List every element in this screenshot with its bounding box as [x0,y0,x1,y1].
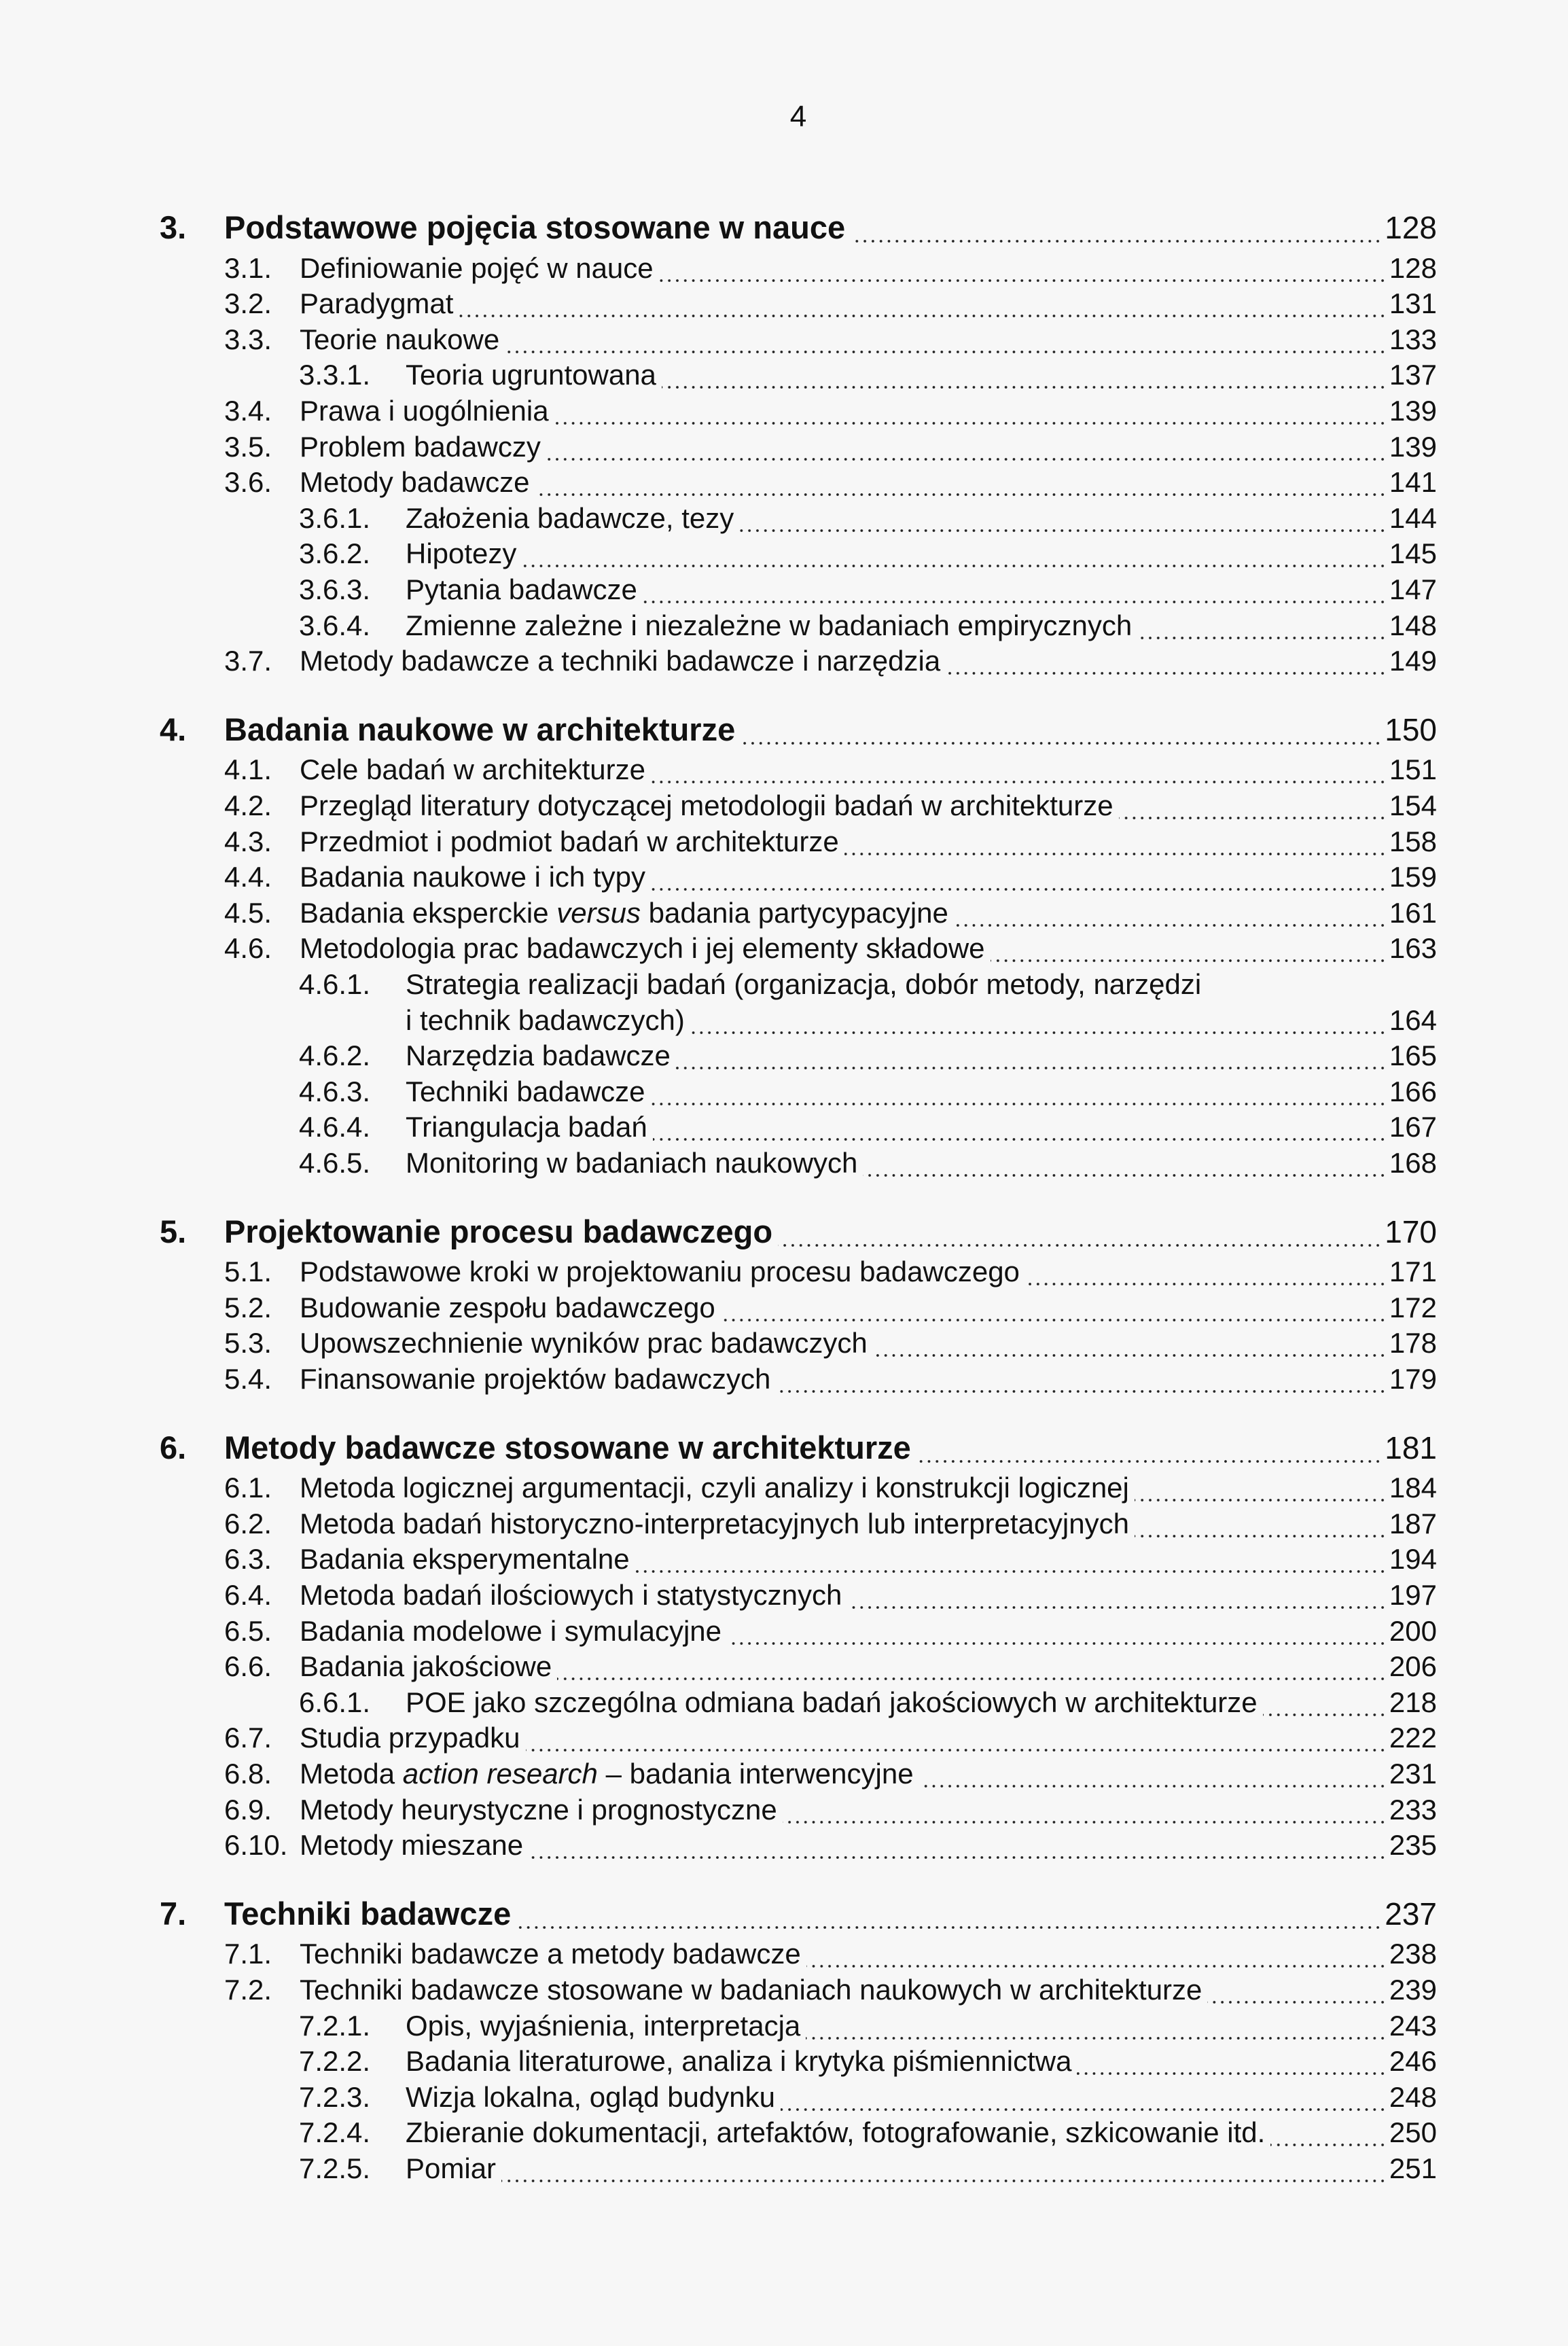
entry-title-text: Metody badawcze [300,466,530,499]
toc-entry[interactable] [0,1461,1568,1502]
entry-number: 6.10. [224,1829,288,1862]
entry-number: 4.3. [224,825,272,857]
entry-page-number: 251 [1389,2152,1437,2184]
entry-title-text: Badania literaturowe, analiza i krytyka piśmiennictwa [406,2045,1072,2078]
toc-entry[interactable] [0,385,1568,425]
entry-number: 6. [160,1429,187,1465]
entry-title-text: Studia przypadku [300,1722,520,1754]
entry-title-text: POE jako szczególna odmiana badań jakościowych w architekturze [406,1686,1258,1718]
toc-entry[interactable] [0,421,1568,461]
entry-page-number: 139 [1389,395,1437,427]
entry-page-number: 237 [1385,1896,1437,1932]
entry-page-number: 150 [1385,711,1437,747]
entry-page-number: 133 [1389,323,1437,355]
entry-page-number: 168 [1389,1147,1437,1179]
entry-number: 4.1. [224,753,272,786]
dot-leader [529,1855,1387,1860]
entry-number: 6.5. [224,1614,272,1647]
entry-number: 4.6.5. [299,1147,371,1179]
entry-number: 5.3. [224,1327,272,1359]
entry-page-number: 239 [1389,1974,1437,2006]
entry-title-text: Podstawowe pojęcia stosowane w nauce [224,209,846,245]
entry-page-number: 206 [1389,1650,1437,1683]
toc-entry[interactable] [0,1281,1568,1322]
entry-page-number: 197 [1389,1579,1437,1611]
entry-number: 7.2.2. [299,2045,371,2078]
entry-title-text: Podstawowe kroki w projektowaniu procesu badawczego [300,1256,1020,1288]
entry-title-text: Budowanie zespołu badawczego [300,1291,715,1323]
entry-number: 4.4. [224,861,272,893]
toc-entry[interactable] [0,1927,1568,1968]
entry-title [406,2154,496,2183]
toc-entry[interactable] [0,277,1568,318]
entry-number: 4.6.1. [299,968,371,1000]
toc-entry[interactable] [0,887,1568,927]
entry-number: 3.1. [224,251,272,284]
entry-number: 7.2.3. [299,2080,371,2113]
entry-page-number: 164 [1389,1003,1437,1036]
entry-title-text: Pomiar [406,2152,497,2184]
entry-number: 6.1. [224,1472,272,1504]
toc-entry[interactable] [0,1533,1568,1574]
entry-title-rest: – badania interwencyjne [605,1758,914,1790]
entry-title-text: Monitoring w badaniach naukowych [406,1147,858,1179]
entry-number: 7.2.4. [299,2116,371,2149]
entry-title-text: Prawa i uogólnienia [300,395,549,427]
toc-entry[interactable] [0,1029,1568,1070]
entry-title-text: Definiowanie pojęć w nauce [300,251,654,284]
entry-page-number: 222 [1389,1722,1437,1754]
toc-entry[interactable] [0,1747,1568,1788]
toc-entry[interactable] [0,2071,1568,2112]
entry-title [224,211,845,243]
toc-entry[interactable] [0,851,1568,891]
toc-chapter[interactable] [0,1889,1568,1930]
entry-title-text: Metody badawcze a techniki badawcze i narzędzia [300,645,941,677]
entry-number: 4.2. [224,789,272,821]
entry-number: 6.3. [224,1543,272,1576]
toc-entry[interactable] [0,815,1568,856]
toc-entry[interactable] [0,1783,1568,1824]
toc-entry[interactable] [0,2142,1568,2183]
entry-title-italic: versus [556,896,641,929]
entry-number: 3.3. [224,323,272,355]
toc-entry[interactable] [0,2035,1568,2076]
toc-entry[interactable] [0,635,1568,675]
entry-title-text: Pytania badawcze [406,573,637,605]
entry-page-number: 184 [1389,1472,1437,1504]
entry-page-number: 171 [1389,1256,1437,1288]
entry-page-number: 243 [1389,2009,1437,2042]
entry-title-text: Badania modelowe i symulacyjne [300,1614,721,1647]
entry-title-text: Zmienne zależne i niezależne w badaniach empirycznych [406,609,1133,641]
page-number: 4 [789,100,807,133]
entry-title-text: Założenia badawcze, tezy [406,501,734,534]
entry-page-number: 145 [1389,537,1437,570]
entry-number: 4. [160,711,187,747]
entry-title-text: Techniki badawcze a metody badawcze [300,1938,801,1970]
toc-entry[interactable] [0,958,1568,999]
entry-page-number: 128 [1385,210,1437,245]
entry-page-number: 179 [1389,1363,1437,1395]
entry-page-number: 194 [1389,1543,1437,1576]
toc-entry[interactable] [0,1711,1568,1752]
toc-entry[interactable] [0,1137,1568,1177]
entry-number: 3.6.3. [299,573,371,605]
entry-title-text: i technik badawczych) [406,1003,685,1036]
entry-title-text: Wizja lokalna, ogląd budynku [406,2080,775,2113]
entry-title-text: Metoda logicznej argumentacji, czyli analizy i konstrukcji logicznej [300,1472,1129,1504]
entry-page-number: 149 [1389,645,1437,677]
toc-chapter[interactable] [0,202,1568,243]
entry-title [224,1215,772,1247]
entry-title-text: Paradygmat [300,287,454,320]
toc-entry[interactable] [0,743,1568,784]
entry-number: 3.5. [224,430,272,463]
entry-title [300,647,940,675]
entry-page-number: 165 [1389,1039,1437,1072]
dot-leader [776,1389,1387,1393]
toc-entry[interactable] [0,492,1568,533]
entry-number: 6.4. [224,1579,272,1611]
entry-title-text: Projektowanie procesu badawczego [224,1213,773,1249]
entry-title-text: Metodologia prac badawczych i jej elementy składowe [300,932,985,965]
toc-entry[interactable] [0,779,1568,820]
toc-entry[interactable] [0,1353,1568,1393]
entry-number: 3.6. [224,466,272,499]
entry-page-number: 131 [1389,287,1437,320]
entry-title-text: Zbieranie dokumentacji, artefaktów, fotografowanie, szkicowanie itd. [406,2116,1266,2149]
dot-leader [501,2179,1387,2183]
entry-title [300,1831,523,1860]
entry-page-number: 178 [1389,1327,1437,1359]
entry-title-text: Techniki badawcze [224,1895,512,1932]
entry-number: 7.2.1. [299,2009,371,2042]
toc-chapter[interactable] [0,1423,1568,1463]
toc-entry[interactable] [0,1065,1568,1106]
entry-number: 7.2.5. [299,2152,371,2184]
toc-entry[interactable] [0,1605,1568,1646]
entry-number: 4.6.3. [299,1075,371,1107]
entry-title-rest: badania partycypacyjne [648,896,948,929]
entry-number: 3.7. [224,645,272,677]
entry-page-number: 163 [1389,932,1437,965]
toc-entry[interactable] [0,994,1568,1035]
entry-number: 5.1. [224,1256,272,1288]
toc-chapter[interactable] [0,705,1568,745]
entry-title [224,1895,512,1932]
entry-number: 4.6. [224,932,272,965]
entry-page-number: 231 [1389,1758,1437,1790]
entry-number: 7. [160,1895,187,1932]
entry-title-text: Techniki badawcze [406,1075,645,1107]
entry-page-number: 141 [1389,466,1437,499]
entry-page-number: 248 [1389,2080,1437,2113]
entry-title-text: Metody badawcze stosowane w architekturze [224,1429,911,1465]
toc-entry[interactable] [0,456,1568,497]
entry-number: 4.5. [224,896,272,929]
entry-title-text: Hipotezy [406,537,517,570]
entry-page-number: 246 [1389,2045,1437,2078]
toc-chapter[interactable] [0,1207,1568,1247]
entry-page-number: 250 [1389,2116,1437,2149]
dot-leader [946,671,1387,675]
entry-page-number: 139 [1389,430,1437,463]
entry-title [224,713,735,745]
entry-number: 6.6. [224,1650,272,1683]
entry-page-number: 161 [1389,896,1437,929]
entry-number: 3.2. [224,287,272,320]
entry-title-text: Metody heurystyczne i prognostyczne [300,1793,777,1826]
entry-number: 4.6.4. [299,1111,371,1143]
entry-title-text: Badania eksperckie [300,896,549,929]
entry-number: 3.6.2. [299,537,371,570]
entry-title-text: Finansowanie projektów badawczych [300,1363,771,1395]
entry-page-number: 167 [1389,1111,1437,1143]
entry-page-number: 154 [1389,789,1437,821]
entry-page-number: 218 [1389,1686,1437,1718]
entry-title [406,1149,857,1177]
entry-page-number: 148 [1389,609,1437,641]
entry-page-number: 128 [1389,251,1437,284]
entry-page-number: 238 [1389,1938,1437,1970]
entry-title-text: Triangulacja badań [406,1111,647,1143]
toc-entry[interactable] [0,2106,1568,2147]
entry-page-number: 170 [1385,1213,1437,1249]
entry-number: 3.6.4. [299,609,371,641]
entry-page-number: 166 [1389,1075,1437,1107]
toc-entry[interactable] [0,1640,1568,1681]
entry-page-number: 235 [1389,1829,1437,1862]
entry-title-text: Narzędzia badawcze [406,1039,671,1072]
toc-entry[interactable] [0,922,1568,963]
entry-title-text: Techniki badawcze stosowane w badaniach naukowych w architekturze [300,1974,1202,2006]
entry-number: 5.2. [224,1291,272,1323]
entry-page-number: 137 [1389,359,1437,391]
entry-title [300,1365,770,1393]
dot-leader [863,1173,1387,1177]
entry-number: 5.4. [224,1363,272,1395]
entry-page-number: 172 [1389,1291,1437,1323]
toc-entry[interactable] [0,349,1568,389]
entry-title-text: Cele badań w architekturze [300,753,645,786]
toc-entry[interactable] [0,599,1568,640]
entry-title-text: Metoda badań historyczno-interpretacyjnych lub interpretacyjnych [300,1507,1129,1540]
toc-entry[interactable] [0,1317,1568,1357]
entry-title-text: Badania eksperymentalne [300,1543,630,1576]
entry-number: 3.6.1. [299,501,371,534]
toc-entry[interactable] [0,1497,1568,1538]
entry-page-number: 233 [1389,1793,1437,1826]
entry-page-number: 158 [1389,825,1437,857]
entry-title-text: Przegląd literatury dotyczącej metodologii badań w architekturze [300,789,1113,821]
entry-title-text: Metoda badań ilościowych i statystycznych [300,1579,842,1611]
toc-entry[interactable] [0,313,1568,354]
entry-title-text: Strategia realizacji badań (organizacja, dobór metody, narzędzi [406,968,1202,1000]
entry-number: 3.3.1. [299,359,371,391]
entry-title-text: Teorie naukowe [300,323,500,355]
entry-number: 5. [160,1213,187,1249]
entry-number: 3. [160,209,187,245]
entry-title-text: Problem badawczy [300,430,541,463]
toc-entry[interactable] [0,242,1568,283]
entry-number: 7.1. [224,1938,272,1970]
toc-entry[interactable] [0,563,1568,604]
entry-number: 6.2. [224,1507,272,1540]
entry-page-number: 144 [1389,501,1437,534]
entry-page-number: 200 [1389,1614,1437,1647]
toc-entry[interactable] [0,1245,1568,1286]
entry-number: 6.9. [224,1793,272,1826]
entry-page-number: 187 [1389,1507,1437,1540]
entry-title-text: Przedmiot i podmiot badań w architekturze [300,825,839,857]
entry-title-text: Teoria ugruntowana [406,359,656,391]
toc-entry[interactable] [0,1101,1568,1141]
toc-entry[interactable] [0,2000,1568,2040]
entry-number: 6.6.1. [299,1686,371,1718]
entry-page-number: 147 [1389,573,1437,605]
entry-title-italic: action research [402,1758,598,1790]
entry-title-text: Upowszechnienie wyników prac badawczych [300,1327,868,1359]
toc-entry[interactable] [0,1819,1568,1860]
entry-page-number: 159 [1389,861,1437,893]
toc-entry[interactable] [0,527,1568,568]
toc-entry[interactable] [0,1569,1568,1610]
entry-title-text: Badania naukowe i ich typy [300,861,645,893]
entry-title [224,1429,911,1465]
entry-number: 7.2. [224,1974,272,2006]
entry-number: 4.6.2. [299,1039,371,1072]
entry-title-text: Opis, wyjaśnienia, interpretacja [406,2009,801,2042]
entry-title-text: Badania naukowe w architekturze [224,711,736,747]
entry-title-text: Metody mieszane [300,1829,524,1862]
entry-title-text: Metoda [300,1758,395,1790]
entry-number: 6.8. [224,1758,272,1790]
entry-page-number: 181 [1385,1429,1437,1465]
entry-number: 3.4. [224,395,272,427]
entry-page-number: 151 [1389,753,1437,786]
entry-title-text: Badania jakościowe [300,1650,552,1683]
toc-entry[interactable] [0,1676,1568,1717]
entry-number: 6.7. [224,1722,272,1754]
toc-entry[interactable] [0,1963,1568,2004]
